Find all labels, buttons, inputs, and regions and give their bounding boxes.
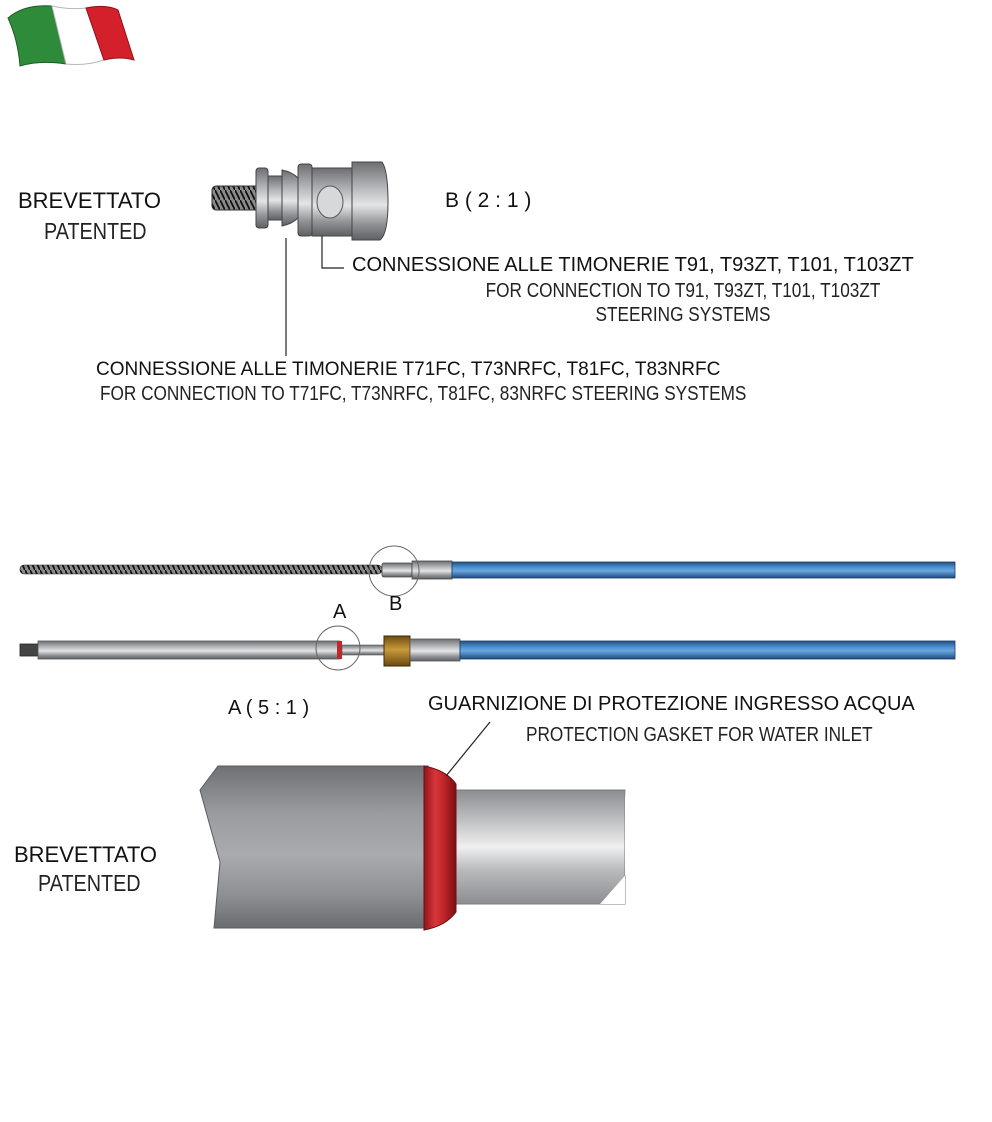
callout-1-italian: CONNESSIONE ALLE TIMONERIE T91, T93ZT, T101, T103ZT (352, 254, 914, 276)
cable-1-assembly (20, 546, 955, 596)
callout-2-english: FOR CONNECTION TO T71FC, T73NRFC, T81FC, 83NRFC STEERING SYSTEMS (100, 383, 747, 405)
detail-b-label: B (389, 593, 403, 615)
callout-1-english-cont: STEERING SYSTEMS (595, 304, 771, 326)
gasket-detail-a (200, 722, 630, 930)
leader-lines-top (286, 236, 344, 356)
top-patented-title: BREVETTATO (18, 188, 162, 213)
detail-a-label: A (333, 601, 347, 623)
bottom-patented-subtitle: PATENTED (38, 870, 141, 896)
callout-1-english: FOR CONNECTION TO T91, T93ZT, T101, T103ZT (485, 280, 881, 302)
scale-label-a: A ( 5 : 1 ) (228, 697, 310, 719)
connector-detail-b (212, 162, 388, 240)
water-gasket (424, 766, 456, 930)
top-patented-subtitle: PATENTED (44, 218, 147, 244)
gasket-label-italian: GUARNIZIONE DI PROTEZIONE INGRESSO ACQUA (428, 693, 915, 715)
gasket-label-english: PROTECTION GASKET FOR WATER INLET (526, 724, 873, 746)
scale-label-b: B ( 2 : 1 ) (445, 189, 532, 212)
bottom-patented-title: BREVETTATO (14, 842, 158, 867)
italian-flag-icon (8, 6, 134, 66)
cable-2-assembly (20, 626, 955, 670)
callout-2-italian: CONNESSIONE ALLE TIMONERIE T71FC, T73NRFC, T81FC, T83NRFC (96, 359, 721, 380)
